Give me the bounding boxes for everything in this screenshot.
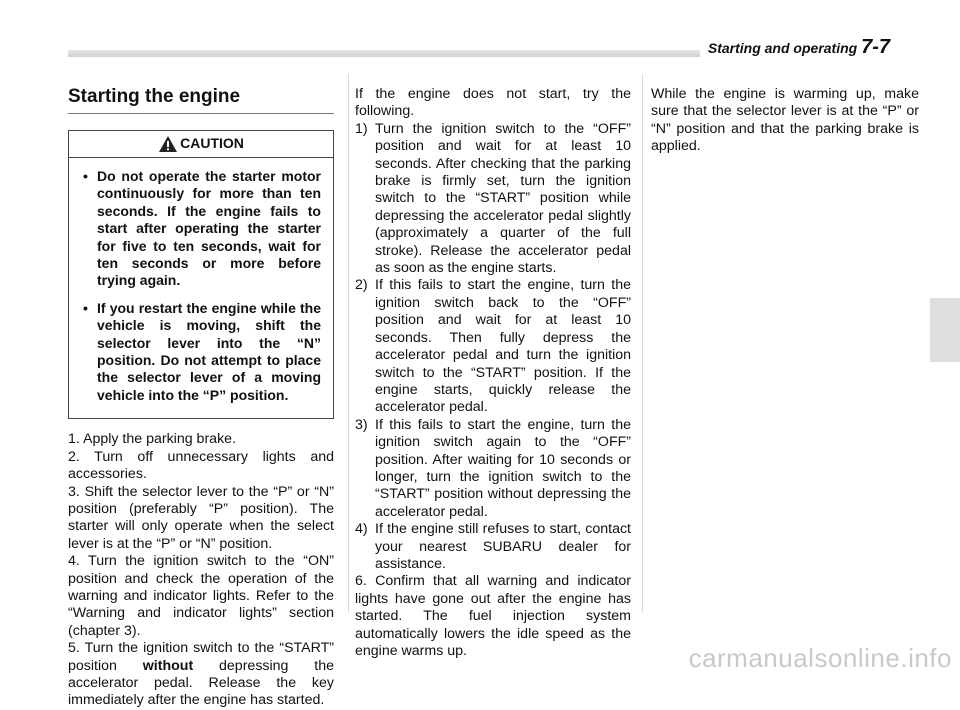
fail-intro: If the engine does not start, try the following.: [355, 86, 631, 120]
step-4: 4. Turn the ignition switch to the “ON” position and check the operation of the warning and indicator lights. Refer to the “Warning and indicator lights” section (chapter 3).: [68, 553, 334, 639]
step-1: 1. Apply the parking brake.: [68, 431, 236, 448]
page-number: 7-7: [861, 36, 890, 58]
column-divider: [642, 74, 643, 612]
sub-step-text: Turn the ignition switch to the “OFF” position and wait for at least 10 seconds. After checking that the parking brake is firmly set, turn the ignition switch to the “START” position while depressing the accelerator pedal slightly (approximately a quarter of the full stroke). Release the accelerator pedal as soon as the engine starts.: [375, 120, 631, 277]
step-2: 2. Turn off unnecessary lights and accessories.: [68, 448, 334, 483]
chapter-thumb-tab: [930, 298, 960, 362]
page-header: [700, 36, 890, 59]
sub-step-number: 4): [355, 521, 368, 538]
sub-step-text: If the engine still refuses to start, contact your nearest SUBARU dealer for assistance.: [375, 521, 631, 572]
sub-step: [355, 521, 631, 573]
caution-body: [69, 158, 333, 418]
caution-bullet: [83, 168, 321, 290]
caution-label: CAUTION: [180, 135, 244, 152]
caution-header: [69, 131, 333, 158]
step-6: 6. Confirm that all warning and indicator lights have gone out after the engine has started. The fuel injection system automatically lowers the idle speed as the engine warms up.: [355, 573, 631, 659]
step-5-text-a: 5. Turn the ignition switch to the “START” position: [68, 640, 334, 674]
column-divider: [348, 74, 349, 612]
column-3: [651, 86, 919, 166]
step-3: 3. Shift the selector lever to the “P” or “N” position (preferably “P” position). The starter will only operate when the select lever is at the “P” or “N” position.: [68, 483, 334, 552]
column-1: [68, 86, 334, 710]
warning-triangle-icon: [158, 135, 178, 153]
sub-step-number: 3): [355, 416, 368, 433]
section-title: Starting the engine: [68, 86, 334, 114]
sub-step-number: 1): [355, 120, 368, 137]
bullet-dot-icon: •: [83, 299, 88, 316]
sub-step-text: If this fails to start the engine, turn the ignition switch back to the “OFF” position and wait for at least 10 seconds. Then fully depress the accelerator pedal and turn the ignition switch to the “START” position. If the engine starts, quickly release the accelerator pedal.: [375, 277, 631, 416]
sub-step-number: 2): [355, 277, 368, 294]
column-2: [355, 86, 631, 660]
warm-up-note: While the engine is warming up, make sure that the selector lever is at the “P” or “N” position and that the parking brake is applied.: [651, 86, 919, 155]
bullet-dot-icon: •: [83, 168, 88, 184]
sub-step: [355, 121, 631, 278]
watermark: carmanualsonline.info: [688, 643, 952, 673]
sub-step-text: If this fails to start the engine, turn the ignition switch again to the “OFF” position. After waiting for 10 seconds or longer, turn the ignition switch to the “START” position without depressing the accelerator pedal.: [375, 416, 631, 520]
caution-bullet-text: Do not operate the starter motor continuously for more than ten seconds. If the engine fails to start after operating the starter for five to ten seconds, wait for ten seconds or more before trying again.: [97, 168, 321, 289]
step-5: [68, 640, 334, 710]
step-5-emphasis: without: [142, 657, 194, 674]
sub-step: [355, 277, 631, 416]
caution-bullet-text: If you restart the engine while the vehicle is moving, shift the selector lever into the “N” position. Do not attempt to place the selector lever of a moving vehicle into the “P” position.: [97, 299, 321, 403]
caution-bullet: [83, 300, 321, 404]
header-chapter-title: Starting and operating: [707, 40, 858, 56]
sub-step: [355, 417, 631, 521]
steps-list: [68, 431, 334, 710]
caution-box: [68, 130, 334, 419]
step-5-text-b: depressing the accelerator pedal. Release the key immediately after the engine has started.: [68, 657, 335, 709]
